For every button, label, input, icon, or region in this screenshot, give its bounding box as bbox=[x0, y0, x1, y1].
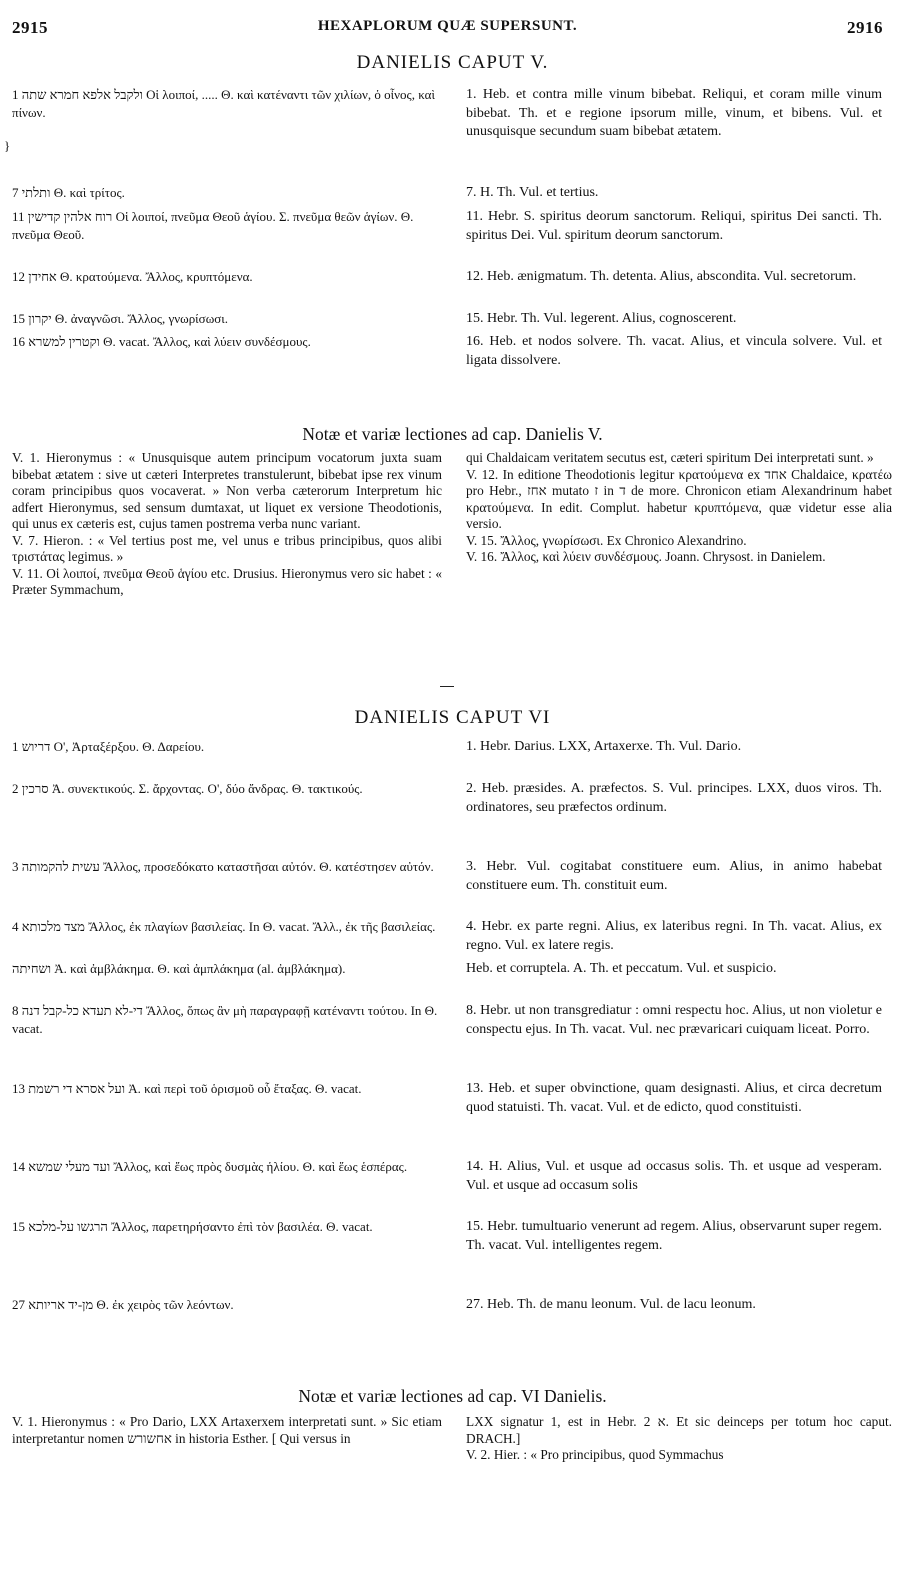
notes-6-right bbox=[466, 1414, 892, 1464]
table-row bbox=[0, 1002, 905, 1076]
hexapla-entry: ושחיתה Ἀ. καὶ ἀμβλάκημα. Θ. καὶ ἀμπλάκημα (al. ἀμβλάκημα). bbox=[12, 961, 346, 976]
table-row bbox=[0, 268, 905, 306]
latin-entry: 14. H. Alius, Vul. et usque ad occasus solis. Th. et usque ad vesperam. Vul. et usque ad occasum solis bbox=[466, 1159, 882, 1193]
note-paragraph: V. 1. Hieronymus : « Pro Dario, LXX Artaxerxem interpretati sunt. » Sic etiam interpretantur nomen אחשורש in historia Esther. [ Qui versus in bbox=[12, 1414, 442, 1446]
latin-entry: Heb. et corruptela. A. Th. et peccatum. Vul. et suspicio. bbox=[466, 961, 777, 976]
latin-entry: 12. Heb. ænigmatum. Th. detenta. Alius, abscondita. Vul. secretorum. bbox=[466, 269, 857, 284]
chapter-6-rows bbox=[0, 738, 905, 1338]
latin-entry: 11. Hebr. S. spiritus deorum sanctorum. Reliqui, spiritus Dei sancti. Th. spiritus Dei. Vul. spiritum deorum sanctorum. bbox=[466, 209, 882, 243]
hexapla-entry: סרכין 2 Ἀ. συνεκτικούς. Σ. ἄρχοντας. Ο', δύο ἄνδρας. Θ. τακτικούς. bbox=[12, 781, 363, 796]
page-number-left: 2915 bbox=[12, 18, 48, 37]
table-row bbox=[0, 960, 905, 998]
hexapla-entry: רוח אלהין קדישין 11 Οἱ λοιποί, πνεῦμα Θεοῦ ἁγίου. Σ. πνεῦμα θεῶν ἁγίων. Θ. πνεῦμα Θεοῦ. bbox=[12, 209, 414, 242]
chapter-5-title: DANIELIS CAPUT V. bbox=[356, 52, 549, 73]
table-row bbox=[0, 780, 905, 854]
hexapla-entry: ותלתי 7 Θ. καὶ τρίτος. bbox=[12, 185, 125, 200]
latin-entry: 1. Heb. et contra mille vinum bibebat. Reliqui, et coram mille vinum bibebat. Th. et e regione ipsorum mille, vinum, et bibens. Vul. et unusquisque secundum suam bibebat ætatem. bbox=[466, 87, 882, 139]
running-title: HEXAPLORUM QUÆ SUPERSUNT. bbox=[317, 18, 578, 34]
notes-title-5: Notæ et variæ lectiones ad cap. Danielis V. bbox=[302, 424, 603, 444]
table-row bbox=[0, 738, 905, 776]
latin-entry: 27. Heb. Th. de manu leonum. Vul. de lacu leonum. bbox=[466, 1297, 756, 1312]
hexapla-entry: הרגשו על-מלכא 15 Ἄλλος, παρετηρήσαντο ἐπὶ τὸν βασιλέα. Θ. vacat. bbox=[12, 1219, 373, 1234]
note-paragraph: LXX signatur 1, est in Hebr. ﬡ 2. Et sic deinceps per totum hoc caput. DRACH.] bbox=[466, 1414, 892, 1446]
margin-brace: } bbox=[4, 138, 11, 153]
chapter-6-title: DANIELIS CAPUT VI bbox=[354, 707, 551, 728]
latin-entry: 15. Hebr. tumultuario venerunt ad regem. Alius, observarunt super regem. Th. vacat. Vul. intelligentes regem. bbox=[466, 1219, 882, 1253]
latin-entry: 4. Hebr. ex parte regni. Alius, ex lateribus regni. In Th. vacat. Alius, ex regno. Vul. ex latere regis. bbox=[466, 919, 882, 953]
note-paragraph: qui Chaldaicam veritatem secutus est, cæteri spiritum Dei interpretati sunt. » bbox=[466, 450, 874, 465]
note-paragraph: V. 2. Hier. : « Pro principibus, quod Symmachus bbox=[466, 1447, 724, 1462]
latin-entry: 15. Hebr. Th. Vul. legerent. Alius, cognoscerent. bbox=[466, 311, 737, 326]
latin-entry: 3. Hebr. Vul. cogitabat constituere eum. Alius, in animo habebat constituere eum. Th. constituit eum. bbox=[466, 859, 882, 893]
table-row bbox=[0, 1080, 905, 1154]
hexapla-entry: דריוש 1 Ο', Ἀρταξέρξου. Θ. Δαρείου. bbox=[12, 739, 205, 754]
latin-entry: 1. Hebr. Darius. LXX, Artaxerxe. Th. Vul. Dario. bbox=[466, 739, 742, 754]
notes-6 bbox=[12, 1414, 892, 1474]
table-row bbox=[0, 184, 905, 204]
table-row bbox=[0, 333, 905, 373]
hexapla-entry: ולקבל אלפא חמרא שתה 1 Οἱ λοιποί, ..... Θ. καὶ κατέναντι τῶν χιλίων, ὁ οἶνος, καὶ πίνων. bbox=[12, 87, 435, 120]
latin-entry: 2. Heb. præsides. A. præfectos. S. Vul. principes. LXX, duos viros. Th. ordinatores, seu præfectos ordinum. bbox=[466, 781, 882, 815]
section-divider bbox=[440, 686, 454, 687]
note-paragraph: V. 11. Οἱ λοιποί, πνεῦμα Θεοῦ ἁγίου etc. Drusius. Hieronymus vero sic habet : « Præter Symmachum, bbox=[12, 565, 442, 597]
page-number-right: 2916 bbox=[847, 18, 883, 37]
notes-5-right bbox=[466, 450, 892, 566]
hexapla-entry: יקרון 15 Θ. ἀναγνῶσι. Ἄλλος, γνωρίσωσι. bbox=[12, 311, 229, 326]
latin-entry: 7. H. Th. Vul. et tertius. bbox=[466, 185, 599, 200]
table-row bbox=[0, 310, 905, 329]
note-paragraph: V. 16. Ἄλλος, καὶ λύειν συνδέσμους. Joann. Chrysost. in Danielem. bbox=[466, 549, 826, 564]
table-row bbox=[0, 1218, 905, 1292]
latin-entry: 8. Hebr. ut non transgrediatur : omni respectu hoc. Alius, ut non violetur e conspectu ejus. In Th. vacat. Vul. nec prævaricari cuiquam liceat. Porro. bbox=[466, 1003, 882, 1037]
hexapla-entry: עשית להקמותה 3 Ἄλλος, προσεδόκατο καταστῆσαι αὐτόν. Θ. κατέστησεν αὐτόν. bbox=[12, 859, 434, 874]
note-paragraph: V. 7. Hieron. : « Vel tertius post me, vel unus e tribus principibus, quos alibi τριστάτας legimus. » bbox=[12, 532, 442, 564]
note-paragraph: V. 15. Ἄλλος, γνωρίσωσι. Ex Chronico Alexandrino. bbox=[466, 532, 747, 548]
table-row bbox=[0, 86, 905, 180]
hexapla-entry: וקטרין למשרא 16 Θ. vacat. Ἄλλος, καὶ λύειν συνδέσμους. bbox=[12, 334, 311, 349]
table-row bbox=[0, 1296, 905, 1334]
table-row bbox=[0, 858, 905, 914]
notes-5 bbox=[12, 450, 892, 670]
table-row bbox=[0, 208, 905, 264]
notes-6-left bbox=[12, 1414, 442, 1447]
hexapla-entry: די-לא תעדא כל-קבל דנה 8 Ἄλλος, ὅπως ἂν μὴ παραγραφῇ κατέναντι τούτου. In Θ. vacat. bbox=[12, 1003, 438, 1036]
hexapla-entry: מצד מלכותא 4 Ἄλλος, ἐκ πλαγίων βασιλείας. In Θ. vacat. Ἄλλ., ἐκ τῆς βασιλείας. bbox=[12, 919, 436, 934]
latin-entry: 13. Heb. et super obvinctione, quam designasti. Alius, et circa decretum quod statuisti. Th. vacat. Vul. et de edicto, quod constituisti. bbox=[466, 1081, 882, 1115]
note-paragraph: V. 12. In editione Theodotionis legitur κρατούμενα ex אחד Chaldaice, κρατέω pro Hebr., אחז mutato ז in ד de more. Chronicon etiam Alexandrinum habet κρατούμενα. In edit. Complut. habetur κρυπτόμενα, quæ videtur esse alia versio. bbox=[466, 466, 892, 531]
table-row bbox=[0, 918, 905, 956]
note-paragraph: V. 1. Hieronymus : « Unusquisque autem principum vocatorum juxta suam bibebat ætatem : sive ut cæteri Interpretes transtulerunt, bibebat ipse rex vinum coram principibus quos vocaverat. » Non verba cæterorum Interpretum hic adfert Hieronymus, sed sensum dumtaxat, ut liquet ex versione Theodotionis, qui unus ex cæteris est, cujus tamen postrema verba nunc variant. bbox=[12, 450, 442, 531]
table-row bbox=[0, 1158, 905, 1214]
page-header bbox=[12, 18, 883, 40]
chapter-5-rows bbox=[0, 86, 905, 377]
hexapla-entry: אחידן 12 Θ. κρατούμενα. Ἄλλος, κρυπτόμενα. bbox=[12, 269, 253, 284]
latin-entry: 16. Heb. et nodos solvere. Th. vacat. Alius, et vincula solvere. Vul. et ligata dissolvere. bbox=[466, 334, 882, 368]
notes-5-left bbox=[12, 450, 442, 599]
hexapla-entry: ועד מעלי שמשא 14 Ἄλλος, καὶ ἕως πρὸς δυσμὰς ἡλίου. Θ. καὶ ἕως ἑσπέρας. bbox=[12, 1159, 408, 1174]
hexapla-entry: מן-יד אריותא 27 Θ. ἐκ χειρὸς τῶν λεόντων. bbox=[12, 1297, 234, 1312]
hexapla-entry: ועל אסרא די רשמת 13 Ἀ. καὶ περὶ τοῦ ὁρισμοῦ οὗ ἔταξας. Θ. vacat. bbox=[12, 1081, 362, 1096]
notes-title-6: Notæ et variæ lectiones ad cap. VI Danielis. bbox=[298, 1386, 607, 1406]
